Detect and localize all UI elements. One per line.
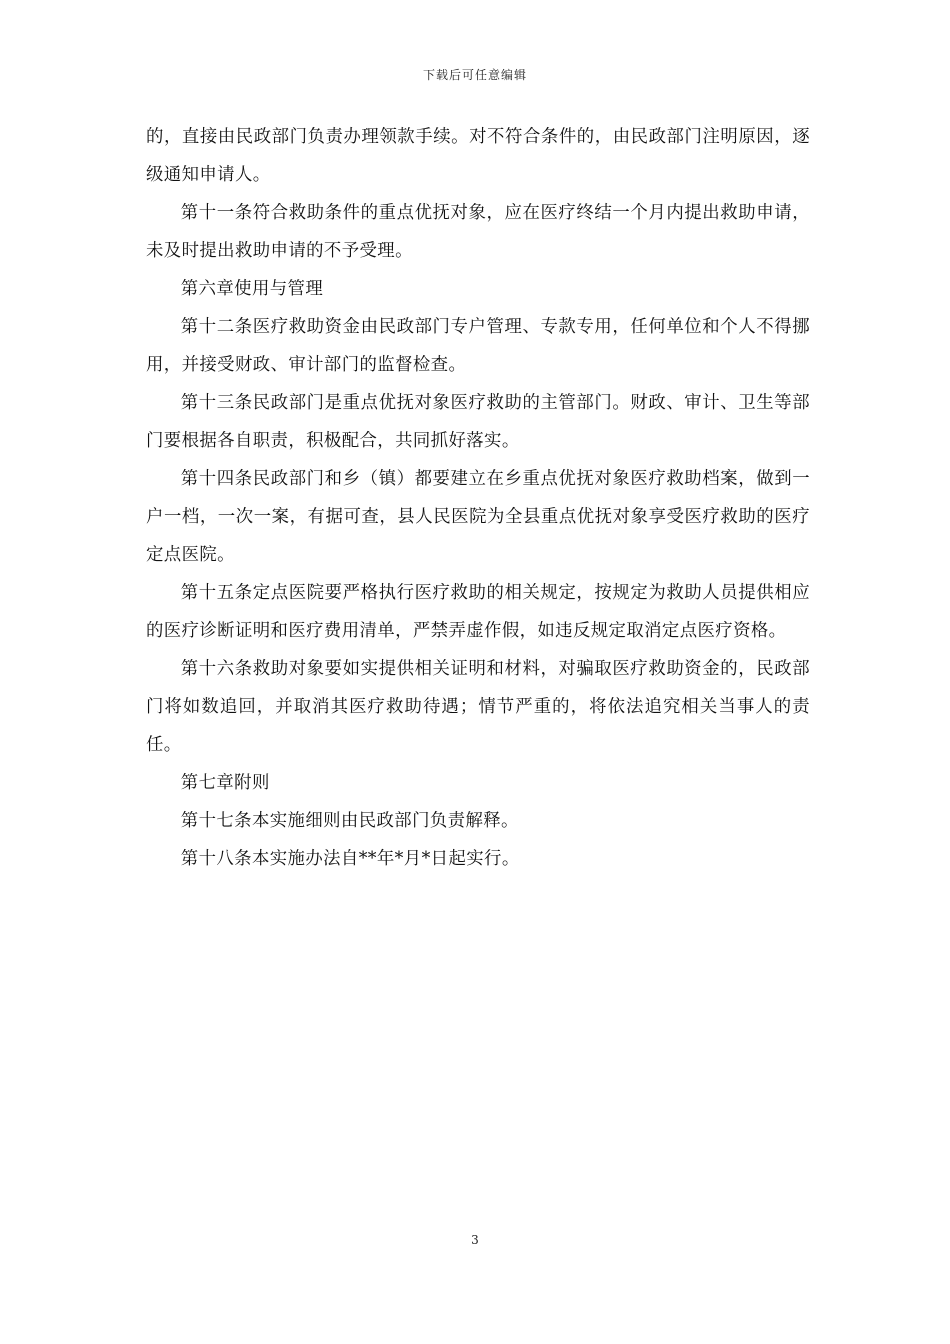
article-18: 第十八条本实施办法自**年*月*日起实行。 xyxy=(180,849,520,869)
chapter-7-heading: 第七章附则 xyxy=(180,773,270,793)
document-body xyxy=(146,118,810,878)
paragraph-continuation: 的，直接由民政部门负责办理领款手续。对不符合条件的，由民政部门注明原因，逐级通知申请人。 xyxy=(146,127,810,185)
article-14: 第十四条民政部门和乡（镇）都要建立在乡重点优抚对象医疗救助档案，做到一户一档，一次一案，有据可查，县人民医院为全县重点优抚对象享受医疗救助的医疗定点医院。 xyxy=(146,469,810,565)
article-17: 第十七条本实施细则由民政部门负责解释。 xyxy=(180,811,519,831)
article-11: 第十一条符合救助条件的重点优抚对象，应在医疗终结一个月内提出救助申请，未及时提出救助申请的不予受理。 xyxy=(146,203,810,261)
article-12: 第十二条医疗救助资金由民政部门专户管理、专款专用，任何单位和个人不得挪用，并接受财政、审计部门的监督检查。 xyxy=(146,317,810,375)
article-16: 第十六条救助对象要如实提供相关证明和材料，对骗取医疗救助资金的，民政部门将如数追回，并取消其医疗救助待遇；情节严重的，将依法追究相关当事人的责任。 xyxy=(146,659,810,755)
article-13: 第十三条民政部门是重点优抚对象医疗救助的主管部门。财政、审计、卫生等部门要根据各自职责，积极配合，共同抓好落实。 xyxy=(146,393,810,451)
chapter-6-heading: 第六章使用与管理 xyxy=(180,279,324,299)
page-number: 3 xyxy=(471,1233,479,1247)
article-15: 第十五条定点医院要严格执行医疗救助的相关规定，按规定为救助人员提供相应的医疗诊断证明和医疗费用清单，严禁弄虚作假，如违反规定取消定点医疗资格。 xyxy=(146,583,810,641)
page-header: 下载后可任意编辑 xyxy=(422,68,527,82)
